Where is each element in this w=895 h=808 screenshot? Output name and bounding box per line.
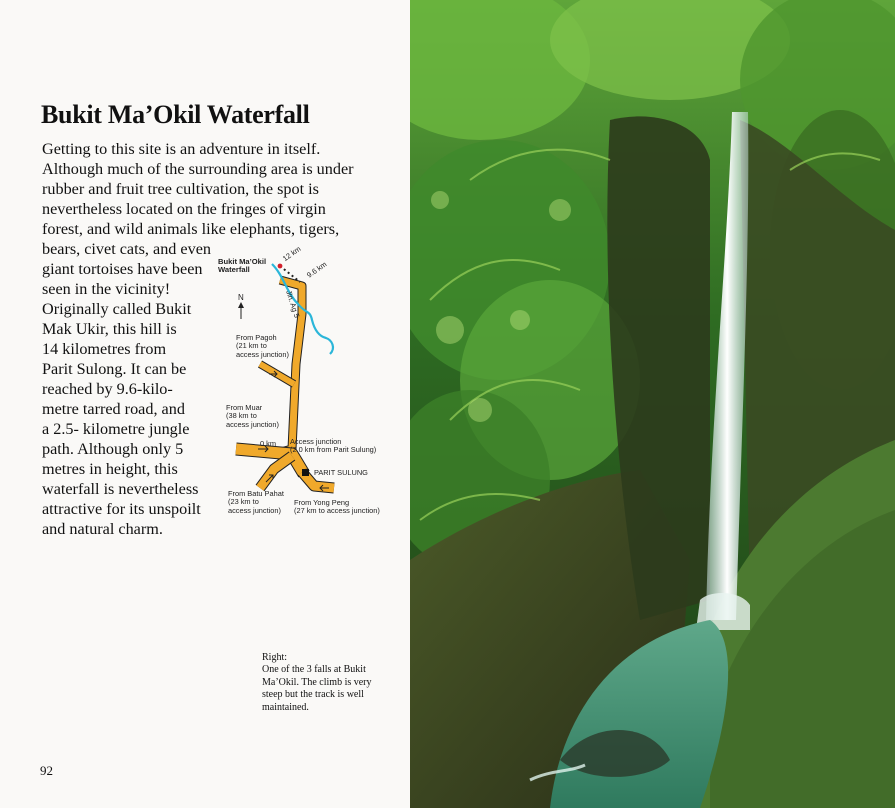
map-label-9-6km: 9.6 km xyxy=(305,259,329,280)
photo-caption xyxy=(262,652,392,714)
body-text-line: seen in the vicinity! xyxy=(42,280,171,298)
body-text-line: Mak Ukir, this hill is xyxy=(42,320,177,338)
waterfall-photo xyxy=(410,0,895,808)
leaf-highlight xyxy=(436,316,464,344)
body-text-line: forest, and wild animals like elephants, tigers, xyxy=(42,220,340,238)
map-label-muar: From Muar (38 km to access junction) xyxy=(226,403,279,429)
map-roads xyxy=(214,244,394,524)
body-text-line: metre tarred road, and xyxy=(42,400,185,418)
map-label-jalan: Jln. Ag 5 xyxy=(284,289,302,319)
map-label-0km: 0 km xyxy=(260,439,277,448)
body-text-line: and natural charm. xyxy=(42,520,163,538)
body-text-line: 14 kilometres from xyxy=(42,340,167,358)
leaf-highlight xyxy=(510,310,530,330)
location-map xyxy=(214,244,394,524)
body-text-line: Parit Sulong. It can be xyxy=(42,360,187,378)
map-label-yong-peng: From Yong Peng (27 km to access junction) xyxy=(294,498,380,516)
body-text-line: metres in height, this xyxy=(42,460,178,478)
body-text-line: Originally called Bukit xyxy=(42,300,192,318)
body-text-line: nevertheless located on the fringes of virgin xyxy=(42,200,326,218)
article-title: Bukit Ma’Okil Waterfall xyxy=(41,100,310,129)
road-network xyxy=(236,280,334,488)
body-text-line: a 2.5- kilometre jungle xyxy=(42,420,190,438)
left-page xyxy=(0,0,410,808)
map-label-waterfall: Bukit Ma’Okil Waterfall xyxy=(218,257,267,275)
body-text-line: rubber and fruit tree cultivation, the spot is xyxy=(42,180,319,198)
waterfall-photo-art xyxy=(410,0,895,808)
waterfall-marker xyxy=(278,264,283,269)
page-number: 92 xyxy=(40,763,53,778)
caption-line: Ma’Okil. The climb is very xyxy=(262,676,372,688)
parit-sulung-marker xyxy=(302,469,309,476)
north-arrow-head xyxy=(238,302,244,308)
leaf-highlight xyxy=(468,398,492,422)
leaf-highlight xyxy=(431,191,449,209)
map-label-batu-pahat: From Batu Pahat (23 km to access junction) xyxy=(228,489,284,515)
body-text-line: attractive for its unspoilt xyxy=(42,500,201,518)
body-text-line: Although much of the surrounding area is under xyxy=(42,160,354,178)
body-text-line: Getting to this site is an adventure in itself. xyxy=(42,140,321,158)
map-label-parit-sulung: PARIT SULUNG xyxy=(314,468,368,477)
caption-line: One of the 3 falls at Bukit xyxy=(262,664,366,676)
body-text-line: path. Although only 5 xyxy=(42,440,184,458)
caption-line: Right: xyxy=(262,652,288,663)
map-label-access-junction: Access junction (2.0 km from Parit Sulung) xyxy=(290,437,377,455)
body-text-line: waterfall is nevertheless xyxy=(42,480,199,498)
body-text-line: giant tortoises have been xyxy=(42,260,203,278)
map-label-12km: 12 km xyxy=(280,244,303,264)
map-label-north: N xyxy=(238,293,244,302)
body-text-line: reached by 9.6-kilo- xyxy=(42,380,173,398)
leaf-highlight xyxy=(549,199,571,221)
body-text-line: bears, civet cats, and even xyxy=(42,240,211,258)
caption-line: steep but the track is well xyxy=(262,689,364,701)
caption-line: maintained. xyxy=(262,701,309,713)
map-label-pagoh: From Pagoh (21 km to access junction) xyxy=(236,333,289,359)
